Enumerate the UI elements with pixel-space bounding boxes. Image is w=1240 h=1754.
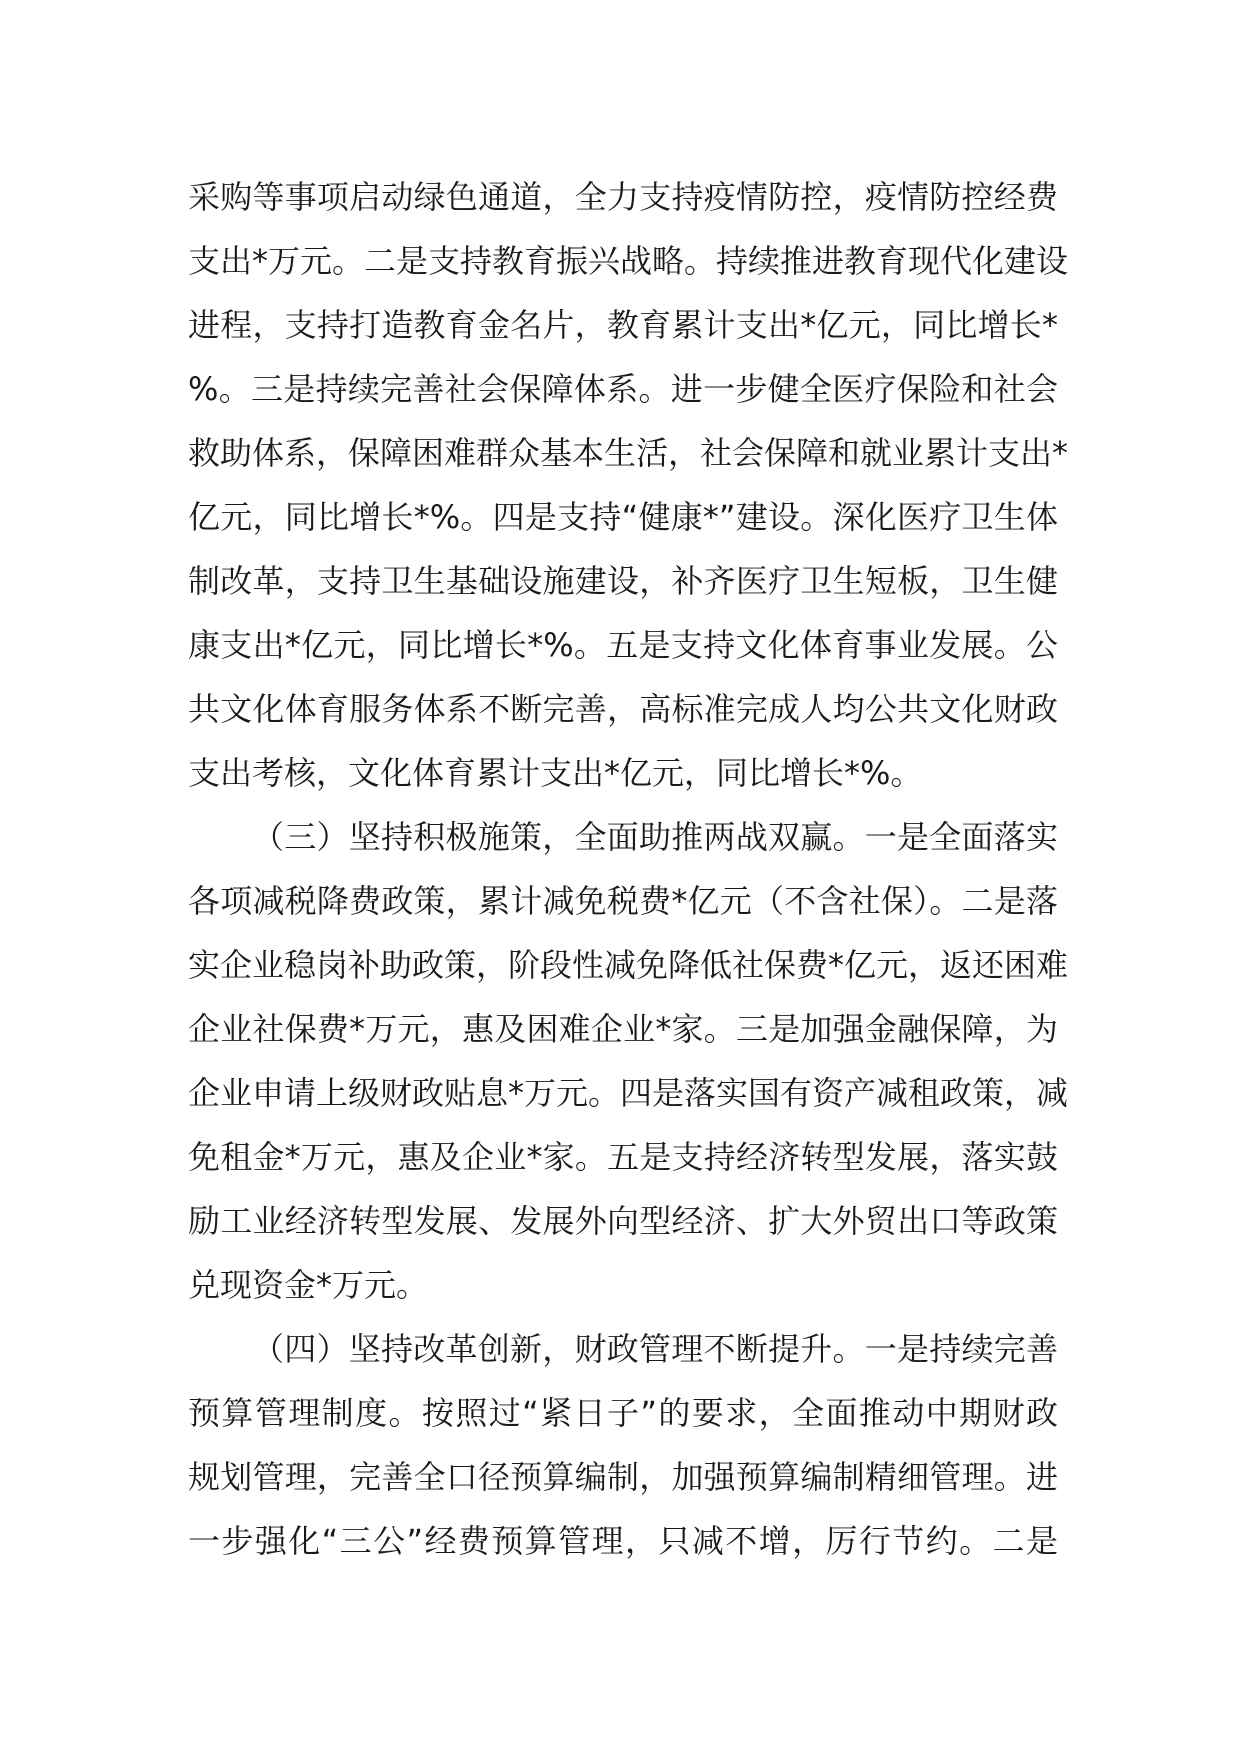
text-line: 企业社保费*万元，惠及困难企业*家。三是加强金融保障，为 [188,1010,1058,1048]
text-line: 支出*万元。二是支持教育振兴战略。持续推进教育现代化建设 [188,242,1069,280]
text-line: 一步强化“三公”经费预算管理，只减不增，厉行节约。二是 [188,1522,1058,1560]
text-line: 规划管理，完善全口径预算编制，加强预算编制精细管理。进 [188,1458,1058,1496]
text-line: 康支出*亿元，同比增长*%。五是支持文化体育事业发展。公 [188,626,1058,664]
section-heading-line: （四）坚持改革创新，财政管理不断提升。一是持续完善 [252,1330,1058,1368]
text-line: 企业申请上级财政贴息*万元。四是落实国有资产减租政策，减 [188,1074,1069,1112]
text-line: 进程，支持打造教育金名片，教育累计支出*亿元，同比增长* [188,306,1058,344]
text-line: 兑现资金*万元。 [188,1266,429,1304]
text-line: 救助体系，保障困难群众基本生活，社会保障和就业累计支出* [188,434,1069,472]
text-line: 各项减税降费政策，累计减免税费*亿元（不含社保）。二是落 [188,882,1058,920]
text-line: 实企业稳岗补助政策，阶段性减免降低社保费*亿元，返还困难 [188,946,1069,984]
section-heading-line: （三）坚持积极施策，全面助推两战双赢。一是全面落实 [252,818,1058,856]
text-line: 励工业经济转型发展、发展外向型经济、扩大外贸出口等政策 [188,1202,1058,1240]
text-line: 支出考核，文化体育累计支出*亿元，同比增长*%。 [188,754,923,792]
text-line: %。三是持续完善社会保障体系。进一步健全医疗保险和社会 [188,370,1058,408]
text-line: 共文化体育服务体系不断完善，高标准完成人均公共文化财政 [188,690,1058,728]
body-text [188,165,1069,1573]
text-line: 制改革，支持卫生基础设施建设，补齐医疗卫生短板，卫生健 [188,562,1058,600]
text-line: 预算管理制度。按照过“紧日子”的要求，全面推动中期财政 [188,1394,1058,1432]
text-line: 亿元，同比增长*%。四是支持“健康*”建设。深化医疗卫生体 [188,498,1058,536]
text-line: 采购等事项启动绿色通道，全力支持疫情防控，疫情防控经费 [188,178,1058,216]
text-line: 免租金*万元，惠及企业*家。五是支持经济转型发展，落实鼓 [188,1138,1058,1176]
